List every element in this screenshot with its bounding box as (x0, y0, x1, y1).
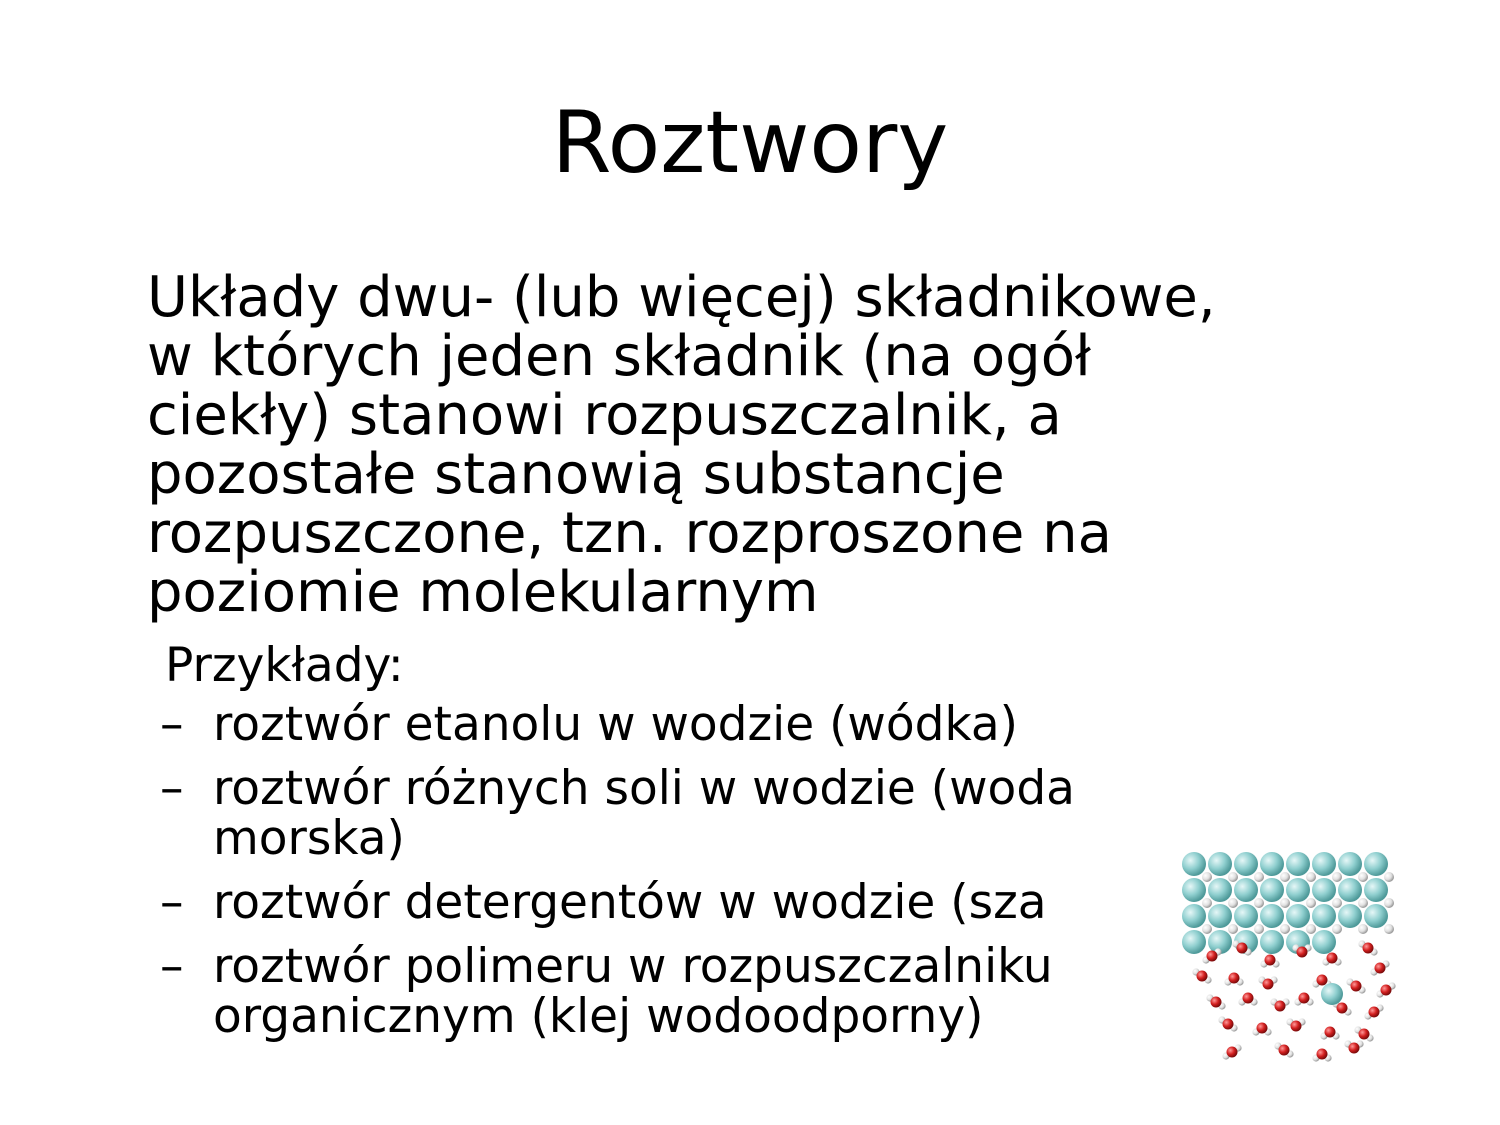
oxygen-atom (1279, 1045, 1290, 1056)
definition-line: rozpuszczone, tzn. rozproszone na (147, 501, 1112, 566)
hydrogen-atom (1280, 898, 1290, 908)
ion-atom (1208, 878, 1232, 902)
definition-line: w których jeden składnik (na ogół (147, 324, 1091, 389)
ion-atom (1364, 878, 1388, 902)
list-item-text: organicznym (klej wodoodporny) (213, 989, 984, 1044)
dash-bullet: – (160, 939, 184, 994)
ion-atom (1260, 878, 1284, 902)
list-item (160, 761, 1075, 866)
ion-atom (1312, 930, 1336, 954)
ion-atom (1208, 904, 1232, 928)
ion-atom (1208, 852, 1232, 876)
ion-atom (1312, 904, 1336, 928)
oxygen-atom (1297, 947, 1308, 958)
ion-atom (1286, 878, 1310, 902)
hydrogen-atom (1254, 924, 1264, 934)
list-item-text: roztwór różnych soli w wodzie (woda (213, 761, 1075, 816)
oxygen-atom (1207, 951, 1218, 962)
ion-atom (1364, 904, 1388, 928)
hydrogen-atom (1358, 924, 1368, 934)
dash-bullet: – (160, 761, 184, 816)
list-item (160, 697, 1075, 752)
dash-bullet: – (160, 875, 184, 930)
list-item-text: morska) (213, 811, 405, 866)
list-item (160, 875, 1075, 930)
ion-atom (1321, 983, 1343, 1005)
oxygen-atom (1375, 963, 1386, 974)
oxygen-atom (1257, 1023, 1268, 1034)
oxygen-atom (1227, 1047, 1238, 1058)
hydrogen-atom (1280, 872, 1290, 882)
ion-atom (1182, 904, 1206, 928)
molecule-illustration (1172, 848, 1404, 1064)
oxygen-atom (1243, 993, 1254, 1004)
oxygen-atom (1223, 1019, 1234, 1030)
list-item-text: roztwór etanolu w wodzie (wódka) (213, 697, 1018, 752)
list-item-text: roztwór polimeru w rozpuszczalniku (213, 939, 1053, 994)
definition-line: pozostałe stanowią substancje (147, 442, 1005, 507)
oxygen-atom (1237, 943, 1248, 954)
oxygen-atom (1265, 955, 1276, 966)
ion-atom (1234, 904, 1258, 928)
ion-atom (1234, 878, 1258, 902)
hydrogen-atom (1202, 924, 1212, 934)
oxygen-atom (1359, 1029, 1370, 1040)
hydrogen-atom (1384, 872, 1394, 882)
ion-atom (1338, 852, 1362, 876)
examples-heading: Przykłady: (165, 638, 404, 693)
hydrogen-atom (1332, 872, 1342, 882)
ion-atom (1312, 852, 1336, 876)
definition-line: Układy dwu- (lub więcej) składnikowe, (147, 265, 1216, 330)
ion-atom (1364, 852, 1388, 876)
ion-atom (1338, 878, 1362, 902)
hydrogen-atom (1228, 898, 1238, 908)
oxygen-atom (1197, 971, 1208, 982)
ion-atom (1260, 852, 1284, 876)
ion-atom (1286, 904, 1310, 928)
oxygen-atom (1325, 1027, 1336, 1038)
hydrogen-atom (1228, 872, 1238, 882)
oxygen-atom (1381, 985, 1392, 996)
hydrogen-atom (1228, 924, 1238, 934)
hydrogen-atom (1358, 872, 1368, 882)
oxygen-atom (1263, 979, 1274, 990)
oxygen-atom (1211, 997, 1222, 1008)
oxygen-atom (1275, 1001, 1286, 1012)
ion-atom (1286, 852, 1310, 876)
oxygen-atom (1351, 981, 1362, 992)
oxygen-atom (1369, 1007, 1380, 1018)
dissolving-crystal-icon (1172, 848, 1404, 1064)
ion-atom (1234, 852, 1258, 876)
ion-atom (1260, 904, 1284, 928)
hydrogen-atom (1306, 898, 1316, 908)
slide-title: Roztwory (551, 93, 949, 193)
hydrogen-atom (1202, 872, 1212, 882)
oxygen-atom (1337, 1003, 1348, 1014)
oxygen-atom (1363, 943, 1374, 954)
ion-atom (1338, 904, 1362, 928)
hydrogen-atom (1254, 872, 1264, 882)
hydrogen-atom (1306, 872, 1316, 882)
ion-atom (1182, 930, 1206, 954)
hydrogen-atom (1202, 898, 1212, 908)
hydrogen-atom (1306, 924, 1316, 934)
hydrogen-atom (1254, 898, 1264, 908)
oxygen-atom (1229, 973, 1240, 984)
examples-list (160, 697, 1075, 1056)
oxygen-atom (1291, 1021, 1302, 1032)
hydrogen-atom (1332, 924, 1342, 934)
oxygen-atom (1299, 993, 1310, 1004)
hydrogen-atom (1358, 898, 1368, 908)
hydrogen-atom (1280, 924, 1290, 934)
oxygen-atom (1327, 953, 1338, 964)
definition-text (147, 265, 1407, 625)
oxygen-atom (1349, 1043, 1360, 1054)
definition-line: poziomie molekularnym (147, 560, 819, 625)
hydrogen-atom (1332, 898, 1342, 908)
list-item-text: roztwór detergentów w wodzie (sza (213, 875, 1047, 930)
ion-atom (1312, 878, 1336, 902)
ion-atom (1182, 852, 1206, 876)
dash-bullet: – (160, 697, 184, 752)
hydrogen-atom (1384, 898, 1394, 908)
definition-line: ciekły) stanowi rozpuszczalnik, a (147, 383, 1062, 448)
oxygen-atom (1317, 1049, 1328, 1060)
oxygen-atom (1317, 975, 1328, 986)
list-item (160, 939, 1075, 1044)
ion-atom (1260, 930, 1284, 954)
hydrogen-atom (1384, 924, 1394, 934)
ion-atom (1182, 878, 1206, 902)
